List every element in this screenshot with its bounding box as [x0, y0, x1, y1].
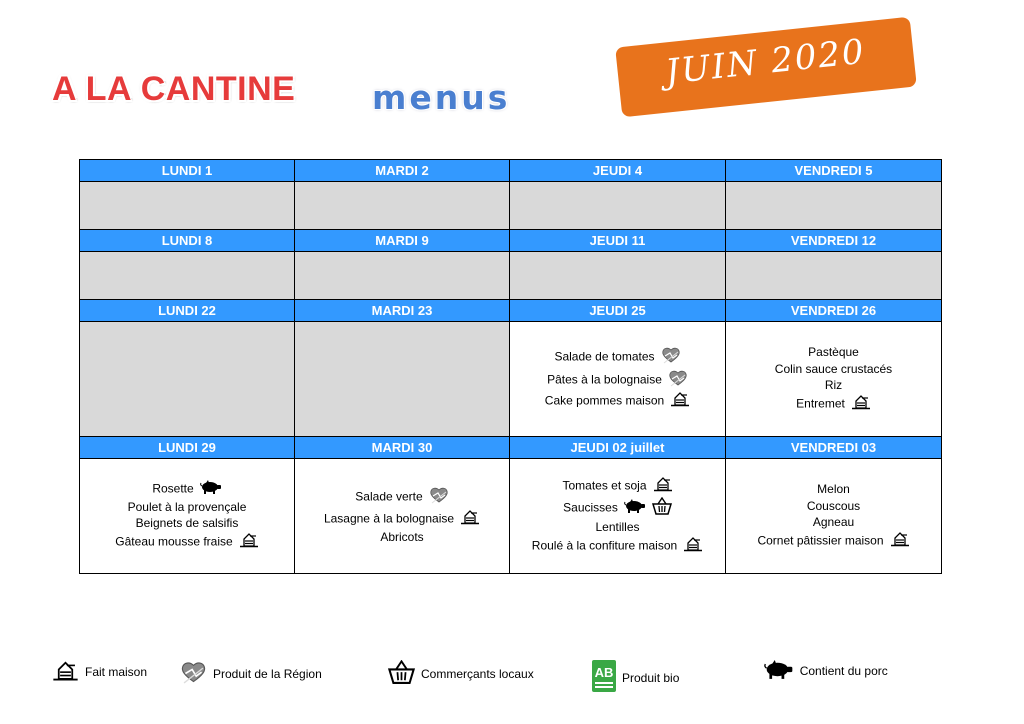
legend — [0, 660, 1024, 690]
legend-item — [180, 660, 322, 687]
menu-item-text: Poulet à la provençale — [127, 499, 247, 514]
menu-item — [726, 394, 941, 415]
legend-label: Produit de la Région — [213, 666, 322, 681]
menu-item-text: Salade de tomates — [554, 349, 655, 364]
day-header: LUNDI 1 — [80, 160, 295, 182]
menu-cell — [726, 182, 942, 230]
menu-cell — [510, 322, 726, 437]
menu-item-text: Riz — [824, 378, 843, 392]
menu-item-text: Cake pommes maison — [544, 393, 665, 408]
menu-item — [80, 499, 294, 516]
menu-item-text: Rosette — [152, 481, 194, 496]
page-subtitle: menus — [372, 78, 511, 117]
menu-cell — [80, 322, 295, 437]
menu-item — [726, 498, 941, 515]
menu-cell — [726, 322, 942, 437]
menu-row — [80, 182, 942, 230]
menu-item — [726, 481, 941, 498]
porc-icon — [624, 499, 646, 518]
menu-item-text: Salade verte — [355, 489, 423, 504]
svg-text:AB: AB — [594, 665, 614, 680]
porc-icon — [764, 660, 794, 682]
menu-item-text: Entremet — [796, 395, 845, 410]
day-header: JEUDI 11 — [510, 230, 726, 252]
day-header: VENDREDI 26 — [726, 300, 942, 322]
menu-cell — [510, 459, 726, 574]
menu-item-text: Abricots — [380, 530, 424, 545]
day-header: LUNDI 29 — [80, 437, 295, 459]
fait-maison-icon — [460, 509, 480, 530]
fait-maison-icon — [683, 536, 703, 557]
menu-row — [80, 322, 942, 437]
day-header: MARDI 2 — [295, 160, 510, 182]
page-title: A LA CANTINE — [52, 70, 296, 108]
legend-label: Fait maison — [85, 665, 148, 680]
legend-label: Contient du porc — [799, 663, 888, 678]
menu-item-text: Cornet pâtissier maison — [757, 532, 884, 547]
day-header: VENDREDI 5 — [726, 160, 942, 182]
region-icon — [429, 486, 449, 509]
day-header: MARDI 30 — [295, 437, 510, 459]
menu-item — [295, 486, 509, 509]
fait-maison-icon — [670, 391, 690, 412]
day-header: JEUDI 4 — [510, 160, 726, 182]
legend-label: Produit bio — [622, 670, 680, 685]
day-header-row — [80, 160, 942, 182]
fait-maison-icon — [890, 531, 910, 552]
menu-cell — [80, 252, 295, 300]
bio-icon — [592, 660, 616, 695]
menu-item-text: Couscous — [806, 498, 861, 513]
legend-item — [764, 660, 888, 682]
commercants-icon — [652, 497, 672, 520]
menu-item — [510, 369, 725, 392]
menu-item — [726, 344, 941, 361]
menu-item — [80, 480, 294, 499]
fait-maison-icon — [52, 660, 79, 685]
menu-cell — [80, 182, 295, 230]
menu-cell — [726, 252, 942, 300]
menu-cell — [295, 252, 510, 300]
menu-cell — [510, 252, 726, 300]
menu-item-text: Pâtes à la bolognaise — [547, 372, 662, 387]
menu-item — [510, 536, 725, 557]
menu-item — [510, 476, 725, 497]
menu-item — [80, 515, 294, 532]
legend-item — [592, 660, 679, 695]
day-header-row — [80, 437, 942, 459]
legend-label: Commerçants locaux — [421, 666, 534, 681]
month-banner — [615, 17, 917, 118]
menu-cell — [295, 182, 510, 230]
day-header: VENDREDI 03 — [726, 437, 942, 459]
fait-maison-icon — [239, 532, 259, 553]
menu-item-text: Gâteau mousse fraise — [115, 533, 233, 548]
menu-row — [80, 252, 942, 300]
menu-item-text: Tomates et soja — [562, 478, 647, 493]
menu-table — [79, 159, 942, 574]
menu-item — [510, 519, 725, 536]
month-label: JUIN 2020 — [663, 31, 868, 93]
fait-maison-icon — [653, 476, 673, 497]
region-icon — [668, 369, 688, 392]
menu-item-text: Lentilles — [595, 520, 640, 534]
menu-cell — [510, 182, 726, 230]
menu-item — [726, 361, 941, 378]
menu-item-text: Colin sauce crustacés — [774, 361, 893, 376]
day-header: JEUDI 25 — [510, 300, 726, 322]
day-header-row — [80, 300, 942, 322]
day-header: MARDI 23 — [295, 300, 510, 322]
menu-item-text: Lasagne à la bolognaise — [323, 511, 455, 526]
menu-item — [510, 391, 725, 412]
region-icon — [180, 660, 207, 687]
commercants-icon — [388, 660, 415, 687]
menu-item — [295, 529, 509, 546]
region-icon — [661, 346, 681, 369]
menu-item — [510, 346, 725, 369]
day-header: MARDI 9 — [295, 230, 510, 252]
menu-row — [80, 459, 942, 574]
legend-item — [388, 660, 534, 687]
fait-maison-icon — [851, 394, 871, 415]
menu-item — [726, 377, 941, 394]
menu-cell — [295, 459, 510, 574]
menu-cell — [295, 322, 510, 437]
menu-item-text: Pastèque — [808, 345, 859, 359]
menu-item-text: Roulé à la confiture maison — [531, 537, 678, 552]
menu-item — [80, 532, 294, 553]
menu-item-text: Melon — [817, 482, 850, 496]
menu-item-text: Saucisses — [563, 499, 618, 514]
menu-item-text: Agneau — [812, 515, 855, 529]
menu-item-text: Beignets de salsifis — [135, 516, 239, 530]
menu-cell — [80, 459, 295, 574]
day-header: LUNDI 22 — [80, 300, 295, 322]
menu-item — [510, 497, 725, 520]
legend-item — [52, 660, 147, 685]
day-header: JEUDI 02 juillet — [510, 437, 726, 459]
menu-item — [726, 531, 941, 552]
day-header-row — [80, 230, 942, 252]
menu-item — [726, 514, 941, 531]
day-header: VENDREDI 12 — [726, 230, 942, 252]
day-header: LUNDI 8 — [80, 230, 295, 252]
porc-icon — [200, 480, 222, 499]
menu-item — [295, 509, 509, 530]
menu-cell — [726, 459, 942, 574]
